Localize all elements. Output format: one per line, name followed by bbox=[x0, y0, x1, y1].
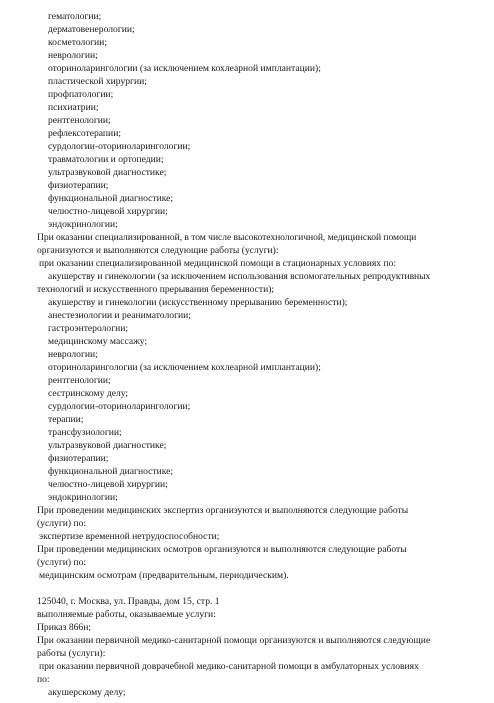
text-line: медицинским осмотрам (предварительным, периодическим). bbox=[39, 570, 289, 581]
address-line: 125040, г. Москва, ул. Правды, дом 15, стр. 1 bbox=[37, 596, 220, 607]
text-line: при оказании первичной доврачебной медико-санитарной помощи в амбулаторных условиях bbox=[39, 661, 419, 672]
text-line: травматологии и ортопедии; bbox=[48, 154, 164, 165]
text-line: функциональной диагностике; bbox=[48, 193, 174, 204]
paragraph-heading: При проведении медицинских осмотров организуются и выполняются следующие работы bbox=[37, 544, 407, 555]
text-line: выполняемые работы, оказываемые услуги: bbox=[37, 609, 216, 620]
text-line: ультразвуковой диагностике; bbox=[48, 167, 167, 178]
text-line: неврологии; bbox=[48, 349, 98, 360]
paragraph-heading: При оказании первичной медико-санитарной помощи организуются и выполняются следующие bbox=[37, 635, 431, 646]
order-reference: Приказ 866н; bbox=[37, 622, 92, 633]
text-line: (услуги) по: bbox=[37, 518, 87, 529]
paragraph-heading: При проведении медицинских экспертиз организуются и выполняются следующие работы bbox=[37, 505, 409, 516]
text-line: физиотерапии; bbox=[48, 180, 109, 191]
text-line: акушерскому делу; bbox=[48, 687, 126, 698]
text-line: экспертизе временной нетрудоспособности; bbox=[39, 531, 220, 542]
text-line: акушерству и гинекологии (искусственному прерыванию беременности); bbox=[48, 297, 348, 308]
text-line: анестезиологии и реаниматологии; bbox=[48, 310, 191, 321]
text-line: эндокринологии; bbox=[48, 492, 118, 503]
text-line: неврологии; bbox=[48, 50, 98, 61]
text-line: рентгенологии; bbox=[48, 115, 111, 126]
text-line: рефлексотерапии; bbox=[48, 128, 121, 139]
text-line: гематологии; bbox=[48, 11, 102, 22]
text-line: физиотерапии; bbox=[48, 453, 109, 464]
text-line: технологий и искусственного прерывания беременности); bbox=[37, 284, 275, 295]
text-line: оториноларингологии (за исключением кохлеарной имплантации); bbox=[48, 362, 321, 373]
text-line: акушерству и гинекологии (за исключением использования вспомогательных репродуктивных bbox=[48, 271, 431, 282]
text-line: пластической хирургии; bbox=[48, 76, 147, 87]
text-line: функциональной диагностике; bbox=[48, 466, 174, 477]
text-line: дерматовенерологии; bbox=[48, 24, 135, 35]
text-line: сестринскому делу; bbox=[48, 388, 129, 399]
text-line: профпатологии; bbox=[48, 89, 114, 100]
text-line: челюстно-лицевой хирургии; bbox=[48, 479, 168, 490]
text-line: терапии; bbox=[48, 414, 84, 425]
text-line: работы (услуги): bbox=[37, 648, 106, 659]
text-line: при оказании специализированной медицинской помощи в стационарных условиях по: bbox=[39, 258, 397, 269]
text-line: рентгенологии; bbox=[48, 375, 111, 386]
text-line: (услуги) по: bbox=[37, 557, 87, 568]
paragraph-heading: При оказании специализированной, в том числе высокотехнологичной, медицинской помощи bbox=[37, 232, 417, 243]
text-line: сурдологии-оториноларингологии; bbox=[48, 401, 191, 412]
text-line: эндокринологии; bbox=[48, 219, 118, 230]
text-line: организуются и выполняются следующие работы (услуги): bbox=[37, 245, 279, 256]
text-line: челюстно-лицевой хирургии; bbox=[48, 206, 168, 217]
text-line: ультразвуковой диагностике; bbox=[48, 440, 167, 451]
text-line: трансфузиологии; bbox=[48, 427, 122, 438]
text-line: медицинскому массажу; bbox=[48, 336, 148, 347]
text-line: оториноларингологии (за исключением кохлеарной имплантации); bbox=[48, 63, 321, 74]
text-line: психиатрии; bbox=[48, 102, 99, 113]
text-line: косметологии; bbox=[48, 37, 107, 48]
text-line: по: bbox=[37, 674, 50, 685]
text-line: сурдологии-оториноларингологии; bbox=[48, 141, 191, 152]
text-line: гастроэнтерологии; bbox=[48, 323, 129, 334]
